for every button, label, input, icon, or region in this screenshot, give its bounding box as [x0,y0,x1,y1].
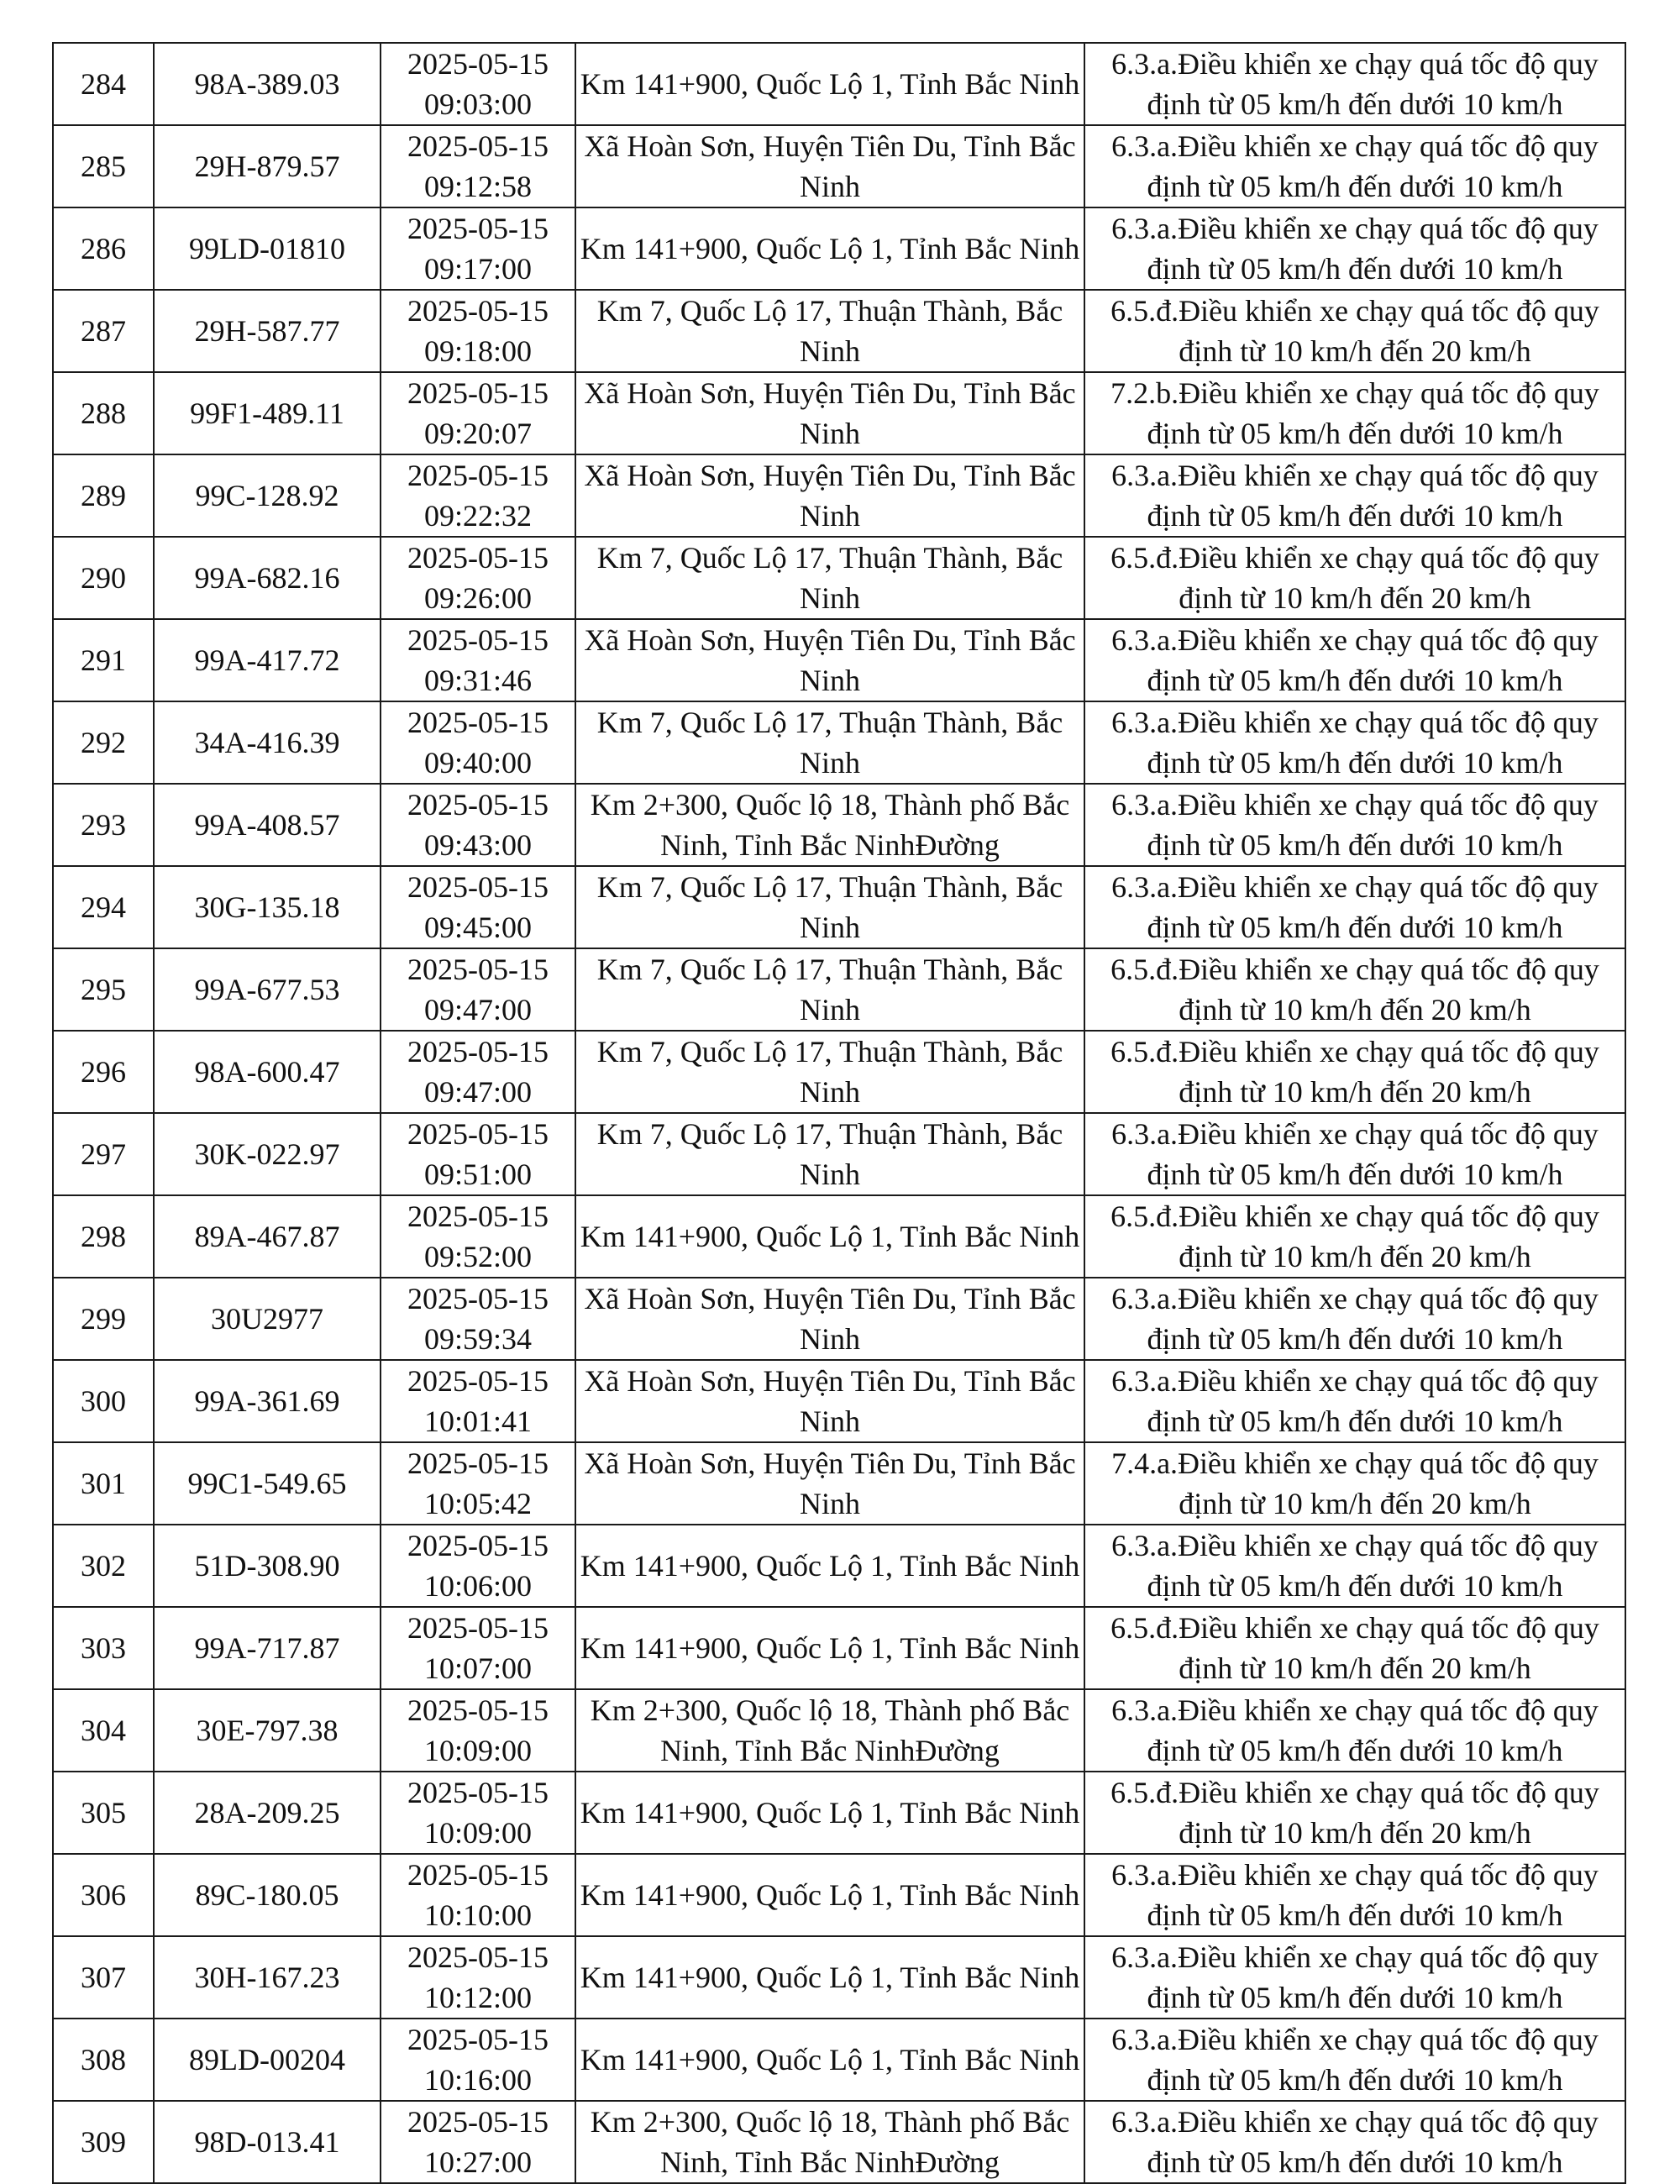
violation-cell: 6.5.đ.Điều khiển xe chạy quá tốc độ quy định từ 10 km/h đến 20 km/h [1084,948,1625,1031]
violation-cell: 6.3.a.Điều khiển xe chạy quá tốc độ quy định từ 05 km/h đến dưới 10 km/h [1084,207,1625,290]
table-row [53,866,1625,948]
location-cell: Km 141+900, Quốc Lộ 1, Tỉnh Bắc Ninh [575,43,1084,125]
date-text: 2025-05-15 [407,47,549,81]
date-text: 2025-05-15 [407,1940,549,1974]
violation-cell: 6.3.a.Điều khiển xe chạy quá tốc độ quy định từ 05 km/h đến dưới 10 km/h [1084,1936,1625,2019]
table-row [53,290,1625,372]
datetime-cell [381,372,575,454]
violation-cell: 6.3.a.Điều khiển xe chạy quá tốc độ quy định từ 05 km/h đến dưới 10 km/h [1084,1278,1625,1360]
plate-cell: 99C1-549.65 [154,1442,381,1525]
violation-cell: 6.3.a.Điều khiển xe chạy quá tốc độ quy định từ 05 km/h đến dưới 10 km/h [1084,619,1625,701]
location-cell: Km 141+900, Quốc Lộ 1, Tỉnh Bắc Ninh [575,1772,1084,1854]
row-number-cell: 303 [53,1607,154,1689]
datetime-cell [381,1360,575,1442]
row-number-cell: 289 [53,454,154,537]
time-text: 09:59:34 [423,1322,532,1356]
datetime-cell [381,207,575,290]
row-number-cell: 291 [53,619,154,701]
location-cell: Xã Hoàn Sơn, Huyện Tiên Du, Tỉnh Bắc Ninh [575,372,1084,454]
location-cell: Xã Hoàn Sơn, Huyện Tiên Du, Tỉnh Bắc Ninh [575,125,1084,207]
plate-cell: 99LD-01810 [154,207,381,290]
time-text: 10:05:42 [423,1487,532,1520]
date-text: 2025-05-15 [407,1858,549,1892]
datetime-cell [381,1442,575,1525]
table-row [53,1442,1625,1525]
plate-cell: 99F1-489.11 [154,372,381,454]
violation-cell: 6.3.a.Điều khiển xe chạy quá tốc độ quy định từ 05 km/h đến dưới 10 km/h [1084,125,1625,207]
table-row [53,1772,1625,1854]
location-cell: Km 141+900, Quốc Lộ 1, Tỉnh Bắc Ninh [575,1195,1084,1278]
table-row [53,207,1625,290]
time-text: 10:06:00 [423,1569,532,1603]
datetime-cell [381,1607,575,1689]
time-text: 09:20:07 [423,417,532,450]
table-row [53,1031,1625,1113]
plate-cell: 30K-022.97 [154,1113,381,1195]
time-text: 09:18:00 [423,334,532,368]
violation-cell: 6.3.a.Điều khiển xe chạy quá tốc độ quy định từ 05 km/h đến dưới 10 km/h [1084,1689,1625,1772]
date-text: 2025-05-15 [407,788,549,822]
violation-cell: 6.3.a.Điều khiển xe chạy quá tốc độ quy định từ 05 km/h đến dưới 10 km/h [1084,454,1625,537]
location-cell: Km 2+300, Quốc lộ 18, Thành phố Bắc Ninh, Tỉnh Bắc NinhĐường [575,1689,1084,1772]
violation-cell: 6.5.đ.Điều khiển xe chạy quá tốc độ quy định từ 10 km/h đến 20 km/h [1084,537,1625,619]
datetime-cell [381,784,575,866]
violation-cell: 6.3.a.Điều khiển xe chạy quá tốc độ quy định từ 05 km/h đến dưới 10 km/h [1084,866,1625,948]
date-text: 2025-05-15 [407,459,549,492]
violation-cell: 6.3.a.Điều khiển xe chạy quá tốc độ quy định từ 05 km/h đến dưới 10 km/h [1084,1360,1625,1442]
row-number-cell: 295 [53,948,154,1031]
date-text: 2025-05-15 [407,1693,549,1727]
plate-cell: 99A-677.53 [154,948,381,1031]
date-text: 2025-05-15 [407,1446,549,1480]
violation-cell: 6.3.a.Điều khiển xe chạy quá tốc độ quy định từ 05 km/h đến dưới 10 km/h [1084,2019,1625,2101]
time-text: 09:40:00 [423,746,532,780]
location-cell: Km 7, Quốc Lộ 17, Thuận Thành, Bắc Ninh [575,948,1084,1031]
violation-cell: 7.4.a.Điều khiển xe chạy quá tốc độ quy định từ 10 km/h đến 20 km/h [1084,1442,1625,1525]
datetime-cell [381,1936,575,2019]
row-number-cell: 304 [53,1689,154,1772]
time-text: 09:52:00 [423,1240,532,1273]
violation-cell: 6.3.a.Điều khiển xe chạy quá tốc độ quy định từ 05 km/h đến dưới 10 km/h [1084,784,1625,866]
date-text: 2025-05-15 [407,1282,549,1315]
datetime-cell [381,1113,575,1195]
plate-cell: 99C-128.92 [154,454,381,537]
table-row [53,537,1625,619]
date-text: 2025-05-15 [407,1364,549,1398]
datetime-cell [381,1854,575,1936]
row-number-cell: 298 [53,1195,154,1278]
table-row [53,1936,1625,2019]
datetime-cell [381,125,575,207]
table-row [53,1525,1625,1607]
date-text: 2025-05-15 [407,1200,549,1233]
table-row [53,701,1625,784]
time-text: 09:22:32 [423,499,532,533]
date-text: 2025-05-15 [407,129,549,163]
row-number-cell: 307 [53,1936,154,2019]
datetime-cell [381,2101,575,2183]
plate-cell: 28A-209.25 [154,1772,381,1854]
time-text: 09:03:00 [423,87,532,121]
row-number-cell: 288 [53,372,154,454]
date-text: 2025-05-15 [407,376,549,410]
plate-cell: 89LD-00204 [154,2019,381,2101]
violation-cell: 6.5.đ.Điều khiển xe chạy quá tốc độ quy định từ 10 km/h đến 20 km/h [1084,1772,1625,1854]
violations-table [52,42,1626,2184]
location-cell: Xã Hoàn Sơn, Huyện Tiên Du, Tỉnh Bắc Ninh [575,1360,1084,1442]
plate-cell: 30G-135.18 [154,866,381,948]
row-number-cell: 309 [53,2101,154,2183]
time-text: 10:09:00 [423,1816,532,1850]
datetime-cell [381,1195,575,1278]
time-text: 09:43:00 [423,828,532,862]
row-number-cell: 306 [53,1854,154,1936]
table-row [53,125,1625,207]
location-cell: Km 141+900, Quốc Lộ 1, Tỉnh Bắc Ninh [575,1854,1084,1936]
plate-cell: 98D-013.41 [154,2101,381,2183]
table-row [53,1689,1625,1772]
location-cell: Xã Hoàn Sơn, Huyện Tiên Du, Tỉnh Bắc Ninh [575,619,1084,701]
date-text: 2025-05-15 [407,212,549,245]
time-text: 09:31:46 [423,664,532,697]
row-number-cell: 285 [53,125,154,207]
table-row [53,1278,1625,1360]
table-row [53,2101,1625,2183]
violation-cell: 6.3.a.Điều khiển xe chạy quá tốc độ quy định từ 05 km/h đến dưới 10 km/h [1084,1113,1625,1195]
datetime-cell [381,701,575,784]
table-row [53,784,1625,866]
date-text: 2025-05-15 [407,2105,549,2139]
time-text: 10:10:00 [423,1898,532,1932]
table-row [53,1607,1625,1689]
table-row [53,2019,1625,2101]
row-number-cell: 286 [53,207,154,290]
violation-cell: 6.5.đ.Điều khiển xe chạy quá tốc độ quy định từ 10 km/h đến 20 km/h [1084,1607,1625,1689]
location-cell: Km 7, Quốc Lộ 17, Thuận Thành, Bắc Ninh [575,537,1084,619]
location-cell: Km 141+900, Quốc Lộ 1, Tỉnh Bắc Ninh [575,1607,1084,1689]
time-text: 10:07:00 [423,1651,532,1685]
location-cell: Km 7, Quốc Lộ 17, Thuận Thành, Bắc Ninh [575,1113,1084,1195]
time-text: 10:09:00 [423,1734,532,1767]
row-number-cell: 284 [53,43,154,125]
location-cell: Km 2+300, Quốc lộ 18, Thành phố Bắc Ninh, Tỉnh Bắc NinhĐường [575,2101,1084,2183]
plate-cell: 98A-389.03 [154,43,381,125]
plate-cell: 89A-467.87 [154,1195,381,1278]
plate-cell: 29H-587.77 [154,290,381,372]
plate-cell: 99A-408.57 [154,784,381,866]
violation-cell: 6.5.đ.Điều khiển xe chạy quá tốc độ quy định từ 10 km/h đến 20 km/h [1084,1195,1625,1278]
time-text: 10:12:00 [423,1981,532,2014]
violation-cell: 6.5.đ.Điều khiển xe chạy quá tốc độ quy định từ 10 km/h đến 20 km/h [1084,1031,1625,1113]
table-row [53,454,1625,537]
plate-cell: 98A-600.47 [154,1031,381,1113]
location-cell: Xã Hoàn Sơn, Huyện Tiên Du, Tỉnh Bắc Ninh [575,1442,1084,1525]
table-row [53,43,1625,125]
plate-cell: 99A-417.72 [154,619,381,701]
datetime-cell [381,1772,575,1854]
date-text: 2025-05-15 [407,1117,549,1151]
location-cell: Km 7, Quốc Lộ 17, Thuận Thành, Bắc Ninh [575,866,1084,948]
time-text: 09:26:00 [423,581,532,615]
date-text: 2025-05-15 [407,294,549,328]
date-text: 2025-05-15 [407,623,549,657]
datetime-cell [381,537,575,619]
plate-cell: 30U2977 [154,1278,381,1360]
datetime-cell [381,948,575,1031]
row-number-cell: 305 [53,1772,154,1854]
plate-cell: 99A-717.87 [154,1607,381,1689]
violation-cell: 6.3.a.Điều khiển xe chạy quá tốc độ quy định từ 05 km/h đến dưới 10 km/h [1084,1854,1625,1936]
violation-cell: 6.3.a.Điều khiển xe chạy quá tốc độ quy định từ 05 km/h đến dưới 10 km/h [1084,2101,1625,2183]
row-number-cell: 296 [53,1031,154,1113]
location-cell: Km 141+900, Quốc Lộ 1, Tỉnh Bắc Ninh [575,2019,1084,2101]
datetime-cell [381,619,575,701]
date-text: 2025-05-15 [407,1611,549,1645]
plate-cell: 99A-682.16 [154,537,381,619]
datetime-cell [381,454,575,537]
row-number-cell: 301 [53,1442,154,1525]
date-text: 2025-05-15 [407,953,549,986]
date-text: 2025-05-15 [407,1529,549,1562]
datetime-cell [381,1278,575,1360]
plate-cell: 99A-361.69 [154,1360,381,1442]
datetime-cell [381,866,575,948]
table-row [53,1113,1625,1195]
row-number-cell: 300 [53,1360,154,1442]
plate-cell: 30H-167.23 [154,1936,381,2019]
date-text: 2025-05-15 [407,706,549,739]
time-text: 10:16:00 [423,2063,532,2097]
table-row [53,1360,1625,1442]
time-text: 09:12:58 [423,170,532,203]
violation-cell: 6.3.a.Điều khiển xe chạy quá tốc độ quy định từ 05 km/h đến dưới 10 km/h [1084,701,1625,784]
time-text: 09:47:00 [423,993,532,1026]
datetime-cell [381,43,575,125]
time-text: 09:17:00 [423,252,532,286]
location-cell: Km 2+300, Quốc lộ 18, Thành phố Bắc Ninh, Tỉnh Bắc NinhĐường [575,784,1084,866]
plate-cell: 89C-180.05 [154,1854,381,1936]
row-number-cell: 297 [53,1113,154,1195]
row-number-cell: 299 [53,1278,154,1360]
location-cell: Km 7, Quốc Lộ 17, Thuận Thành, Bắc Ninh [575,701,1084,784]
violation-cell: 6.3.a.Điều khiển xe chạy quá tốc độ quy định từ 05 km/h đến dưới 10 km/h [1084,1525,1625,1607]
violation-cell: 6.3.a.Điều khiển xe chạy quá tốc độ quy định từ 05 km/h đến dưới 10 km/h [1084,43,1625,125]
violation-cell: 7.2.b.Điều khiển xe chạy quá tốc độ quy định từ 05 km/h đến dưới 10 km/h [1084,372,1625,454]
time-text: 09:45:00 [423,911,532,944]
row-number-cell: 294 [53,866,154,948]
time-text: 10:27:00 [423,2145,532,2179]
location-cell: Xã Hoàn Sơn, Huyện Tiên Du, Tỉnh Bắc Ninh [575,454,1084,537]
date-text: 2025-05-15 [407,870,549,904]
date-text: 2025-05-15 [407,1776,549,1809]
row-number-cell: 293 [53,784,154,866]
date-text: 2025-05-15 [407,1035,549,1068]
datetime-cell [381,1689,575,1772]
table-row [53,1854,1625,1936]
plate-cell: 29H-879.57 [154,125,381,207]
location-cell: Km 141+900, Quốc Lộ 1, Tỉnh Bắc Ninh [575,1936,1084,2019]
row-number-cell: 287 [53,290,154,372]
row-number-cell: 292 [53,701,154,784]
row-number-cell: 308 [53,2019,154,2101]
table-row [53,372,1625,454]
plate-cell: 34A-416.39 [154,701,381,784]
time-text: 10:01:41 [423,1404,532,1438]
row-number-cell: 302 [53,1525,154,1607]
date-text: 2025-05-15 [407,541,549,575]
datetime-cell [381,1525,575,1607]
location-cell: Xã Hoàn Sơn, Huyện Tiên Du, Tỉnh Bắc Ninh [575,1278,1084,1360]
location-cell: Km 7, Quốc Lộ 17, Thuận Thành, Bắc Ninh [575,1031,1084,1113]
table-row [53,948,1625,1031]
datetime-cell [381,1031,575,1113]
time-text: 09:47:00 [423,1075,532,1109]
location-cell: Km 7, Quốc Lộ 17, Thuận Thành, Bắc Ninh [575,290,1084,372]
table-body [53,43,1625,2183]
datetime-cell [381,2019,575,2101]
table-row [53,1195,1625,1278]
location-cell: Km 141+900, Quốc Lộ 1, Tỉnh Bắc Ninh [575,1525,1084,1607]
plate-cell: 51D-308.90 [154,1525,381,1607]
location-cell: Km 141+900, Quốc Lộ 1, Tỉnh Bắc Ninh [575,207,1084,290]
date-text: 2025-05-15 [407,2023,549,2056]
datetime-cell [381,290,575,372]
violation-cell: 6.5.đ.Điều khiển xe chạy quá tốc độ quy định từ 10 km/h đến 20 km/h [1084,290,1625,372]
plate-cell: 30E-797.38 [154,1689,381,1772]
row-number-cell: 290 [53,537,154,619]
table-row [53,619,1625,701]
time-text: 09:51:00 [423,1158,532,1191]
